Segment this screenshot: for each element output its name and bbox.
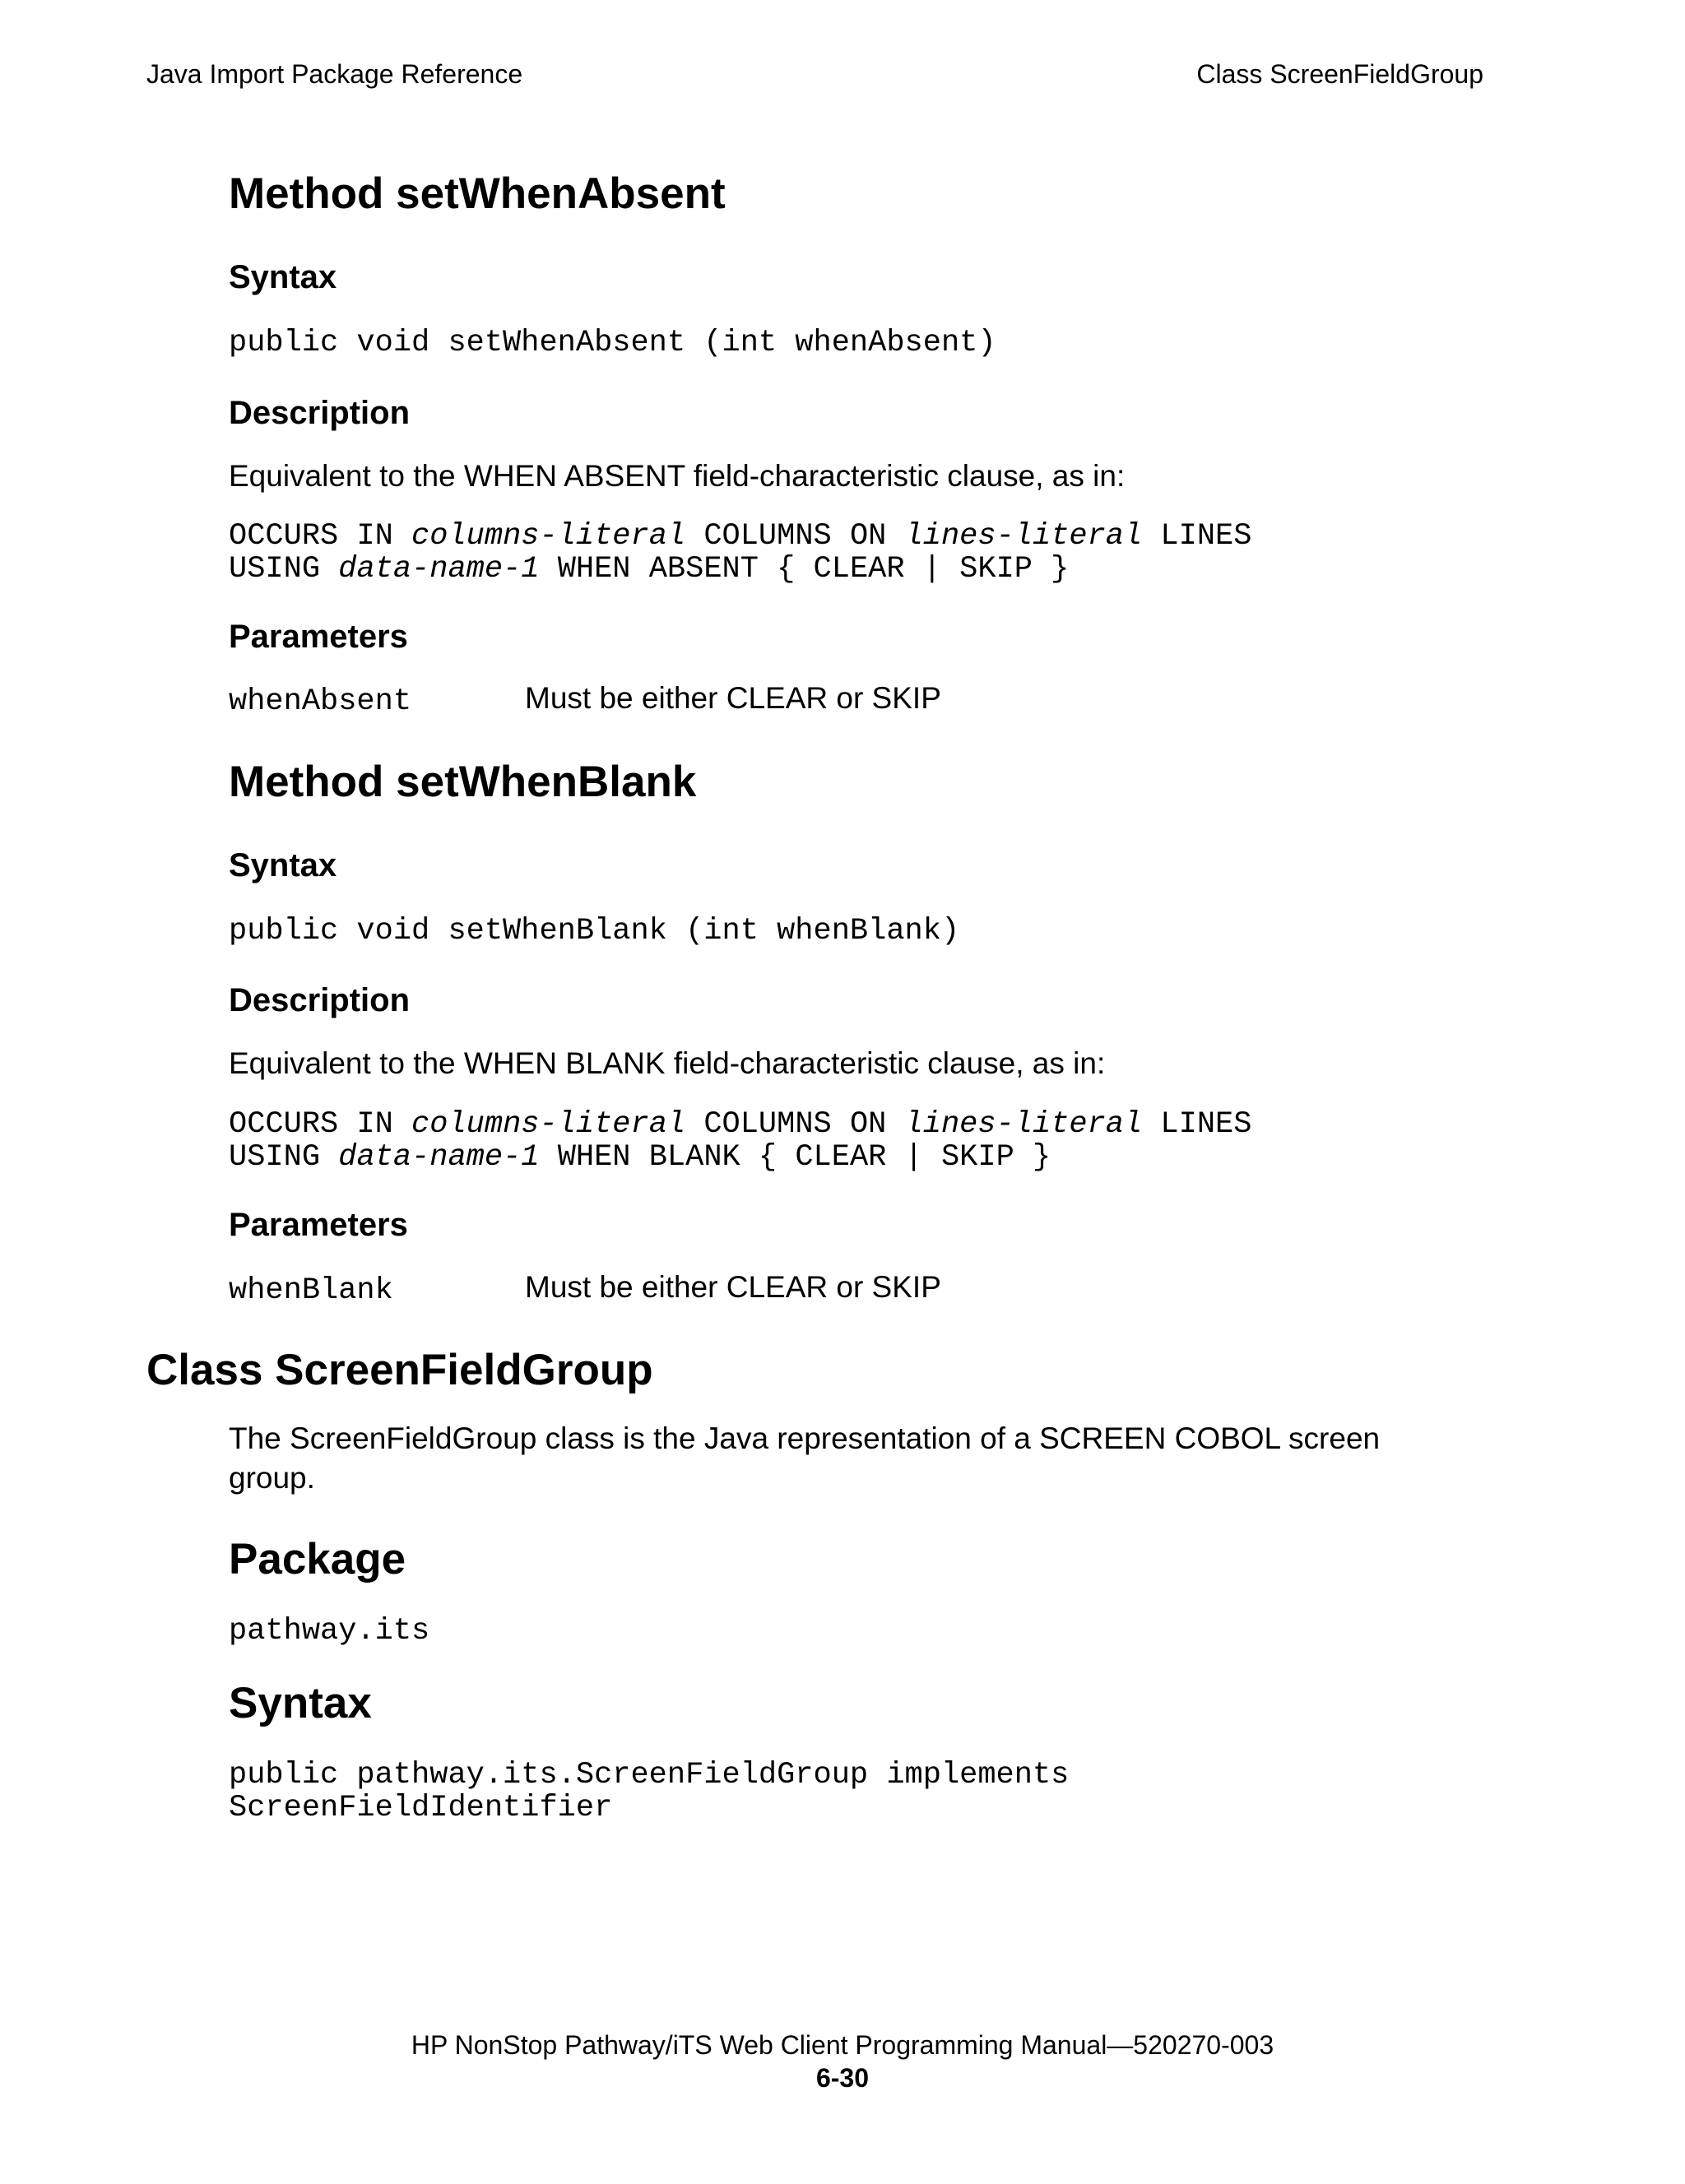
class-description-line: group. — [229, 1461, 315, 1495]
class-title: Class ScreenFieldGroup — [146, 1346, 653, 1394]
class-syntax — [229, 1759, 1069, 1825]
package-heading: Package — [229, 1535, 406, 1584]
method-signature: public void setWhenBlank (int whenBlank) — [229, 914, 960, 948]
code-example — [229, 1108, 1251, 1174]
class-syntax-heading: Syntax — [229, 1679, 372, 1727]
code-line: USING data-name-1 WHEN BLANK { CLEAR | SKIP } — [229, 1140, 1051, 1175]
description-text: Equivalent to the WHEN ABSENT field-characteristic clause, as in: — [229, 459, 1126, 493]
description-text: Equivalent to the WHEN BLANK field-characteristic clause, as in: — [229, 1046, 1106, 1080]
class-description-line: The ScreenFieldGroup class is the Java representation of a SCREEN COBOL screen — [229, 1421, 1381, 1455]
method-title-set-when-blank: Method setWhenBlank — [229, 758, 697, 806]
param-name: whenAbsent — [229, 684, 412, 719]
code-line: OCCURS IN columns-literal COLUMNS ON lines-literal LINES — [229, 1107, 1252, 1142]
syntax-heading: Syntax — [229, 259, 337, 295]
running-header-right: Class ScreenFieldGroup — [1196, 59, 1483, 89]
code-example — [229, 520, 1251, 586]
page-number: 6-30 — [815, 2063, 870, 2093]
footer-manual-title: HP NonStop Pathway/iTS Web Client Programming Manual—520270-003 — [411, 2030, 1274, 2060]
class-syntax-line: public pathway.its.ScreenFieldGroup implements — [229, 1758, 1070, 1792]
description-heading: Description — [229, 395, 411, 431]
param-description: Must be either CLEAR or SKIP — [525, 1270, 941, 1304]
class-description — [229, 1419, 1380, 1498]
syntax-heading: Syntax — [229, 847, 337, 883]
parameters-heading: Parameters — [229, 619, 408, 655]
code-line: USING data-name-1 WHEN ABSENT { CLEAR | SKIP } — [229, 552, 1070, 587]
method-title-set-when-absent: Method setWhenAbsent — [229, 169, 726, 218]
description-heading: Description — [229, 982, 411, 1018]
param-name: whenBlank — [229, 1273, 393, 1308]
package-name: pathway.its — [229, 1614, 430, 1648]
method-signature: public void setWhenAbsent (int whenAbsent) — [229, 326, 996, 360]
class-syntax-line: ScreenFieldIdentifier — [229, 1791, 613, 1825]
running-header-left: Java Import Package Reference — [146, 59, 523, 89]
param-description: Must be either CLEAR or SKIP — [525, 681, 941, 715]
parameters-heading: Parameters — [229, 1207, 408, 1243]
code-line: OCCURS IN columns-literal COLUMNS ON lines-literal LINES — [229, 519, 1252, 554]
